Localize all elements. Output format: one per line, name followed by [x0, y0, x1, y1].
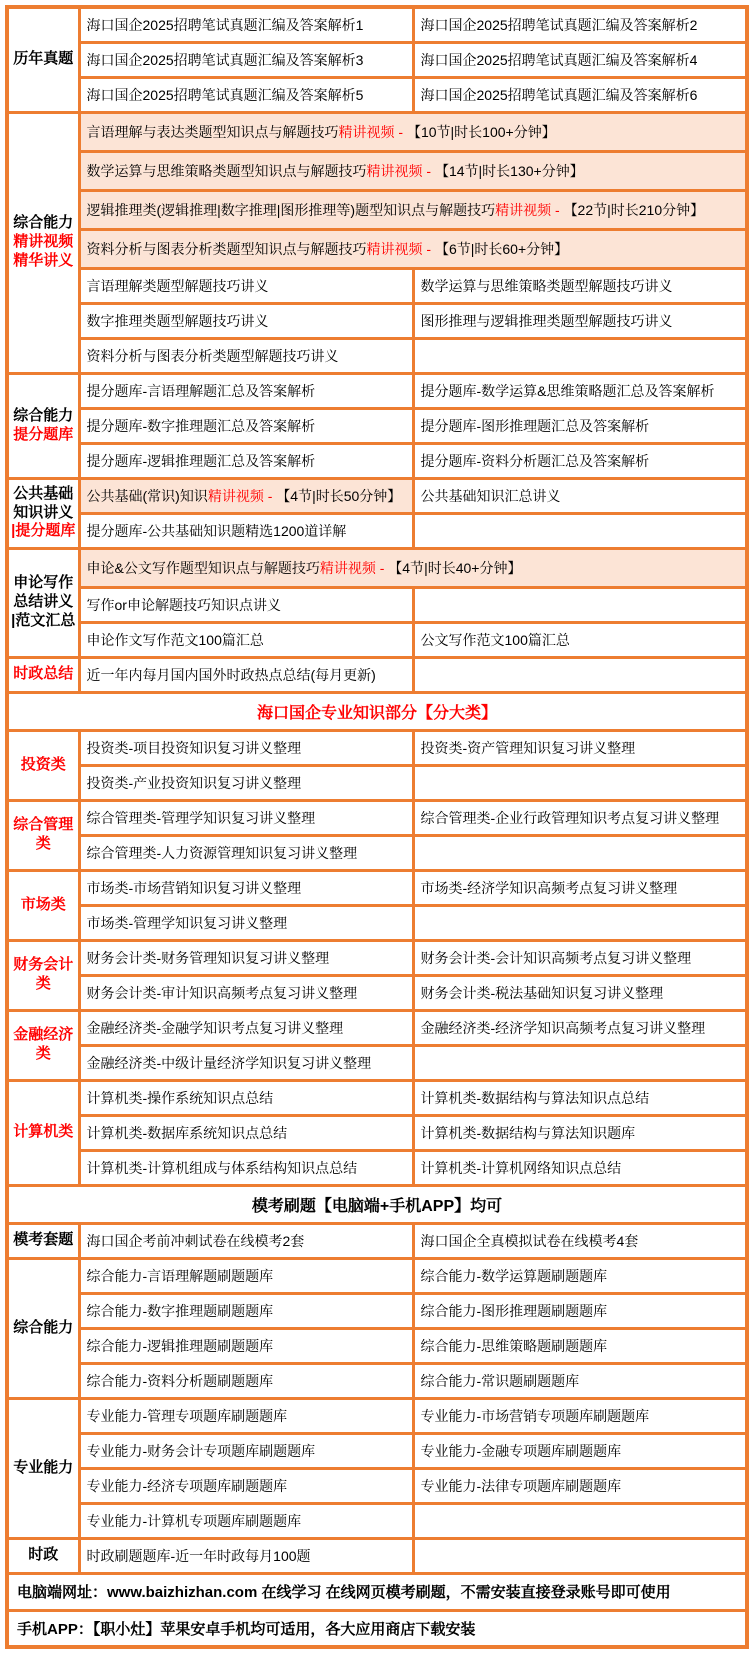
course-cell-text: 言语理解与表达类题型知识点与解题技巧 — [86, 123, 339, 140]
course-cell-text: 写作or申论解题技巧知识点讲义 — [86, 596, 281, 613]
course-cell — [79, 1080, 413, 1115]
course-cell — [79, 835, 413, 870]
course-cell — [79, 1503, 413, 1538]
course-cell-text: 言语理解类题型解题技巧讲义 — [86, 277, 269, 294]
course-cell — [79, 1363, 413, 1398]
course-cell — [413, 1328, 747, 1363]
course-cell-text: 综合管理类-人力资源管理知识复习讲义整理 — [86, 844, 358, 861]
course-cell-text: 数学运算与思维策略类题型知识点与解题技巧 — [86, 162, 367, 179]
course-cell — [79, 1468, 413, 1503]
course-cell-text: 公共基础知识汇总讲义 — [420, 487, 561, 504]
course-cell-text: 金融经济类-中级计量经济学知识复习讲义整理 — [86, 1054, 372, 1071]
course-cell-text: 公共基础(常识)知识 — [86, 487, 208, 504]
course-cell — [413, 870, 747, 905]
section-label-line: 市场类 — [20, 895, 66, 913]
course-cell-text: 【22节|时长210分钟】 — [563, 201, 705, 218]
course-cell — [79, 730, 413, 765]
course-cell — [79, 870, 413, 905]
course-cell — [79, 657, 413, 692]
course-cell-text: 综合能力-言语理解题刷题题库 — [86, 1267, 274, 1284]
course-cell-text: 精讲视频 - — [319, 559, 389, 576]
course-cell — [79, 77, 413, 112]
section-label-line: 精华讲义 — [13, 251, 74, 269]
course-cell-text: 计算机类-计算机组成与体系结构知识点总结 — [86, 1159, 358, 1176]
footer-pc-website — [7, 1573, 747, 1610]
course-cell — [413, 1363, 747, 1398]
course-cell-text: 专业能力-经济专项题库刷题题库 — [86, 1477, 288, 1494]
section-label-line: 提分题库 — [13, 425, 74, 443]
course-cell-text: 数字推理类题型解题技巧讲义 — [86, 312, 269, 329]
section-label-line: 投资类 — [20, 755, 66, 773]
course-cell-text: 财务会计类-审计知识高频考点复习讲义整理 — [86, 984, 358, 1001]
course-cell — [413, 303, 747, 338]
empty-cell — [413, 905, 747, 940]
banner-text: 海口国企专业知识部分【分大类】 — [256, 704, 497, 722]
course-cell-text: 【10节|时长100+分钟】 — [406, 123, 556, 140]
course-cell-text: 海口国企考前冲刺试卷在线模考2套 — [86, 1232, 305, 1249]
course-cell — [413, 800, 747, 835]
section-current-affairs-drill-label — [7, 1538, 79, 1573]
course-cell — [79, 373, 413, 408]
course-cell — [79, 151, 747, 190]
banner-text: 模考刷题【电脑端+手机APP】均可 — [251, 1197, 503, 1215]
course-cell — [79, 587, 413, 622]
course-cell-text: 海口国企2025招聘笔试真题汇编及答案解析5 — [86, 86, 364, 103]
course-cell — [413, 1223, 747, 1258]
course-cell — [79, 408, 413, 443]
course-cell — [79, 1258, 413, 1293]
course-cell-text: 专业能力-财务会计专项题库刷题题库 — [86, 1442, 316, 1459]
section-label-line: 综合能力 — [13, 214, 74, 232]
section-label-line: 综合能力 — [13, 1318, 74, 1336]
course-cell-text: 申论&公文写作题型知识点与解题技巧 — [86, 559, 320, 576]
course-cell-text: 资料分析与图表分析类题型知识点与解题技巧 — [86, 240, 367, 257]
course-cell — [79, 513, 413, 548]
course-cell-text: 计算机类-计算机网络知识点总结 — [420, 1159, 622, 1176]
course-cell-text: 投资类-资产管理知识复习讲义整理 — [420, 739, 636, 756]
empty-cell — [413, 657, 747, 692]
course-cell-text: 海口国企2025招聘笔试真题汇编及答案解析4 — [420, 51, 698, 68]
course-cell — [79, 1293, 413, 1328]
section-label-line: |范文汇总 — [11, 611, 76, 629]
section-label-line: 模考套题 — [13, 1231, 74, 1249]
course-cell-text: 专业能力-金融专项题库刷题题库 — [420, 1442, 622, 1459]
course-cell-text: 精讲视频 - — [338, 123, 407, 140]
course-cell-text: 海口国企2025招聘笔试真题汇编及答案解析3 — [86, 51, 364, 68]
course-cell — [413, 940, 747, 975]
course-cell-text: 【6节|时长60+分钟】 — [434, 240, 569, 257]
course-cell-text: 综合能力-思维策略题刷题题库 — [420, 1337, 608, 1354]
course-cell — [413, 1150, 747, 1185]
section-mock-sets-label — [7, 1223, 79, 1258]
course-cell — [413, 7, 747, 42]
course-cell-text: 财务会计类-税法基础知识复习讲义整理 — [420, 984, 664, 1001]
course-cell-text: 财务会计类-财务管理知识复习讲义整理 — [86, 949, 330, 966]
course-cell — [79, 303, 413, 338]
course-cell — [413, 268, 747, 303]
course-cell-text: 计算机类-操作系统知识点总结 — [86, 1089, 274, 1106]
course-cell — [79, 1538, 413, 1573]
footer-text: 手机APP：【职小灶】苹果安卓手机均可适用，各大应用商店下载安装 — [17, 1620, 476, 1638]
course-cell — [413, 42, 747, 77]
course-cell-text: 综合管理类-企业行政管理知识考点复习讲义整理 — [420, 809, 720, 826]
course-cell — [79, 42, 413, 77]
course-cell — [79, 443, 413, 478]
course-cell — [79, 1045, 413, 1080]
course-cell-text: 专业能力-市场营销专项题库刷题题库 — [420, 1407, 650, 1424]
section-current-affairs-summary-label — [7, 657, 79, 692]
course-cell — [79, 229, 747, 268]
section-essay-writing-label — [7, 548, 79, 657]
course-cell-text: 投资类-项目投资知识复习讲义整理 — [86, 739, 302, 756]
course-cell-text: 【4节|时长50分钟】 — [276, 487, 402, 504]
course-cell-text: 海口国企2025招聘笔试真题汇编及答案解析2 — [420, 16, 698, 33]
course-cell — [79, 190, 747, 229]
course-cell — [413, 730, 747, 765]
course-cell-text: 提分题库-图形推理题汇总及答案解析 — [420, 417, 650, 434]
empty-cell — [413, 765, 747, 800]
course-cell-text: 精讲视频 - — [366, 162, 435, 179]
section-comprehensive-drill-label — [7, 1258, 79, 1398]
course-cell — [413, 478, 747, 513]
section-label-line: 财务会计类 — [13, 956, 74, 992]
course-cell — [413, 622, 747, 657]
course-cell — [79, 548, 747, 587]
course-cell-text: 精讲视频 - — [207, 487, 277, 504]
course-cell — [79, 1328, 413, 1363]
course-cell-text: 提分题库-言语理解题汇总及答案解析 — [86, 382, 316, 399]
course-cell-text: 图形推理与逻辑推理类题型解题技巧讲义 — [420, 312, 673, 329]
course-cell-text: 逻辑推理类(逻辑推理|数字推理|图形推理等)题型知识点与解题技巧 — [86, 201, 496, 218]
course-table — [5, 5, 749, 1649]
section-label-line: 精讲视频 — [13, 233, 74, 251]
course-cell-text: 提分题库-资料分析题汇总及答案解析 — [420, 452, 650, 469]
course-cell-text: 市场类-经济学知识高频考点复习讲义整理 — [420, 879, 678, 896]
course-cell-text: 【14节|时长130+分钟】 — [434, 162, 584, 179]
footer-mobile-app — [7, 1610, 747, 1647]
footer-text: 电脑端网址：www.baizhizhan.com 在线学习 在线网页模考刷题，不需安装直接登录账号即可使用 — [17, 1584, 671, 1601]
course-cell-text: 时政刷题题库-近一年时政每月100题 — [86, 1547, 311, 1564]
course-cell-text: 投资类-产业投资知识复习讲义整理 — [86, 774, 302, 791]
course-cell-text: 申论作文写作范文100篇汇总 — [86, 631, 264, 648]
course-cell — [413, 408, 747, 443]
course-cell — [413, 1010, 747, 1045]
empty-cell — [413, 1503, 747, 1538]
course-cell — [413, 443, 747, 478]
empty-cell — [413, 338, 747, 373]
section-label-line: 申论写作总结讲义 — [13, 574, 74, 611]
course-cell-text: 数学运算与思维策略类题型解题技巧讲义 — [420, 277, 673, 294]
course-cell-text: 综合能力-逻辑推理题刷题题库 — [86, 1337, 274, 1354]
course-cell-text: 市场类-市场营销知识复习讲义整理 — [86, 879, 302, 896]
section-finance-accounting-label — [7, 940, 79, 1010]
section-comprehensive-question-bank-label — [7, 373, 79, 478]
course-cell-text: 计算机类-数据结构与算法知识点总结 — [420, 1089, 650, 1106]
course-cell — [79, 622, 413, 657]
course-cell — [79, 268, 413, 303]
empty-cell — [413, 1538, 747, 1573]
course-cell-text: 精讲视频 - — [366, 240, 435, 257]
empty-cell — [413, 835, 747, 870]
section-label-line: 综合能力 — [13, 406, 74, 424]
course-cell-text: 提分题库-数学运算&思维策略题汇总及答案解析 — [420, 382, 715, 399]
banner-mock-exam — [7, 1185, 747, 1223]
course-cell — [79, 975, 413, 1010]
course-cell — [413, 1433, 747, 1468]
section-investment-label — [7, 730, 79, 800]
course-cell — [79, 940, 413, 975]
course-cell — [79, 1115, 413, 1150]
section-label-line: 金融经济类 — [13, 1026, 74, 1062]
section-label-line: 时政总结 — [13, 665, 74, 683]
section-comprehensive-video-lectures-label — [7, 112, 79, 373]
course-cell-text: 综合能力-数字推理题刷题题库 — [86, 1302, 274, 1319]
course-cell-text: 提分题库-数字推理题汇总及答案解析 — [86, 417, 316, 434]
course-cell-text: 精讲视频 - — [495, 201, 564, 218]
course-cell — [413, 975, 747, 1010]
course-cell-text: 海口国企2025招聘笔试真题汇编及答案解析6 — [420, 86, 698, 103]
course-cell-text: 资料分析与图表分析类题型解题技巧讲义 — [86, 347, 339, 364]
section-computer-label — [7, 1080, 79, 1185]
course-cell — [79, 1433, 413, 1468]
course-cell-text: 综合能力-常识题刷题题库 — [420, 1372, 580, 1389]
section-label-line: 综合管理类 — [13, 816, 74, 852]
course-cell — [79, 905, 413, 940]
course-cell-text: 【4节|时长40+分钟】 — [388, 559, 522, 576]
section-public-basics-label — [7, 478, 79, 548]
section-label-line: |提分题库 — [11, 522, 76, 540]
course-cell-text: 计算机类-数据库系统知识点总结 — [86, 1124, 288, 1141]
course-cell-text: 近一年内每月国内国外时政热点总结(每月更新) — [86, 666, 376, 683]
course-cell — [413, 373, 747, 408]
empty-cell — [413, 513, 747, 548]
course-cell — [413, 77, 747, 112]
course-cell — [413, 1398, 747, 1433]
course-cell — [413, 1258, 747, 1293]
course-cell-text: 海口国企全真模拟试卷在线模考4套 — [420, 1232, 639, 1249]
course-cell-text: 海口国企2025招聘笔试真题汇编及答案解析1 — [86, 16, 364, 33]
section-label-line: 计算机类 — [13, 1123, 74, 1141]
course-cell-text: 专业能力-法律专项题库刷题题库 — [420, 1477, 622, 1494]
section-marketing-label — [7, 870, 79, 940]
course-cell-text: 综合管理类-管理学知识复习讲义整理 — [86, 809, 316, 826]
course-cell-text: 综合能力-数学运算题刷题题库 — [420, 1267, 608, 1284]
section-label-line: 历年真题 — [13, 50, 74, 68]
empty-cell — [413, 587, 747, 622]
course-cell — [79, 7, 413, 42]
course-cell-text: 综合能力-资料分析题刷题题库 — [86, 1372, 274, 1389]
course-cell — [79, 478, 413, 513]
course-cell — [79, 1223, 413, 1258]
course-cell-text: 财务会计类-会计知识高频考点复习讲义整理 — [420, 949, 692, 966]
course-cell-text: 金融经济类-金融学知识考点复习讲义整理 — [86, 1019, 344, 1036]
course-cell-text: 专业能力-管理专项题库刷题题库 — [86, 1407, 288, 1424]
course-cell-text: 公文写作范文100篇汇总 — [420, 631, 570, 648]
course-cell — [413, 1293, 747, 1328]
course-cell — [79, 1398, 413, 1433]
section-label-line: 专业能力 — [13, 1458, 74, 1476]
course-cell-text: 综合能力-图形推理题刷题题库 — [420, 1302, 608, 1319]
section-past-papers-label — [7, 7, 79, 112]
course-cell — [413, 1080, 747, 1115]
section-label-line: 时政 — [28, 1546, 59, 1564]
course-cell-text: 市场类-管理学知识复习讲义整理 — [86, 914, 288, 931]
section-label-line: 公共基础知识讲义 — [13, 484, 74, 521]
course-cell — [79, 1150, 413, 1185]
course-cell — [79, 800, 413, 835]
course-cell — [79, 338, 413, 373]
course-cell — [413, 1468, 747, 1503]
section-professional-drill-label — [7, 1398, 79, 1538]
course-cell-text: 提分题库-逻辑推理题汇总及答案解析 — [86, 452, 316, 469]
section-general-management-label — [7, 800, 79, 870]
course-cell — [413, 1115, 747, 1150]
course-cell — [79, 1010, 413, 1045]
course-cell-text: 专业能力-计算机专项题库刷题题库 — [86, 1512, 302, 1529]
empty-cell — [413, 1045, 747, 1080]
section-finance-economics-label — [7, 1010, 79, 1080]
course-cell-text: 提分题库-公共基础知识题精选1200道详解 — [86, 522, 347, 539]
course-cell-text: 金融经济类-经济学知识高频考点复习讲义整理 — [420, 1019, 706, 1036]
course-cell — [79, 765, 413, 800]
course-cell — [79, 112, 747, 151]
course-cell-text: 计算机类-数据结构与算法知识题库 — [420, 1124, 636, 1141]
course-table-body — [7, 7, 747, 1647]
banner-professional-knowledge — [7, 692, 747, 730]
